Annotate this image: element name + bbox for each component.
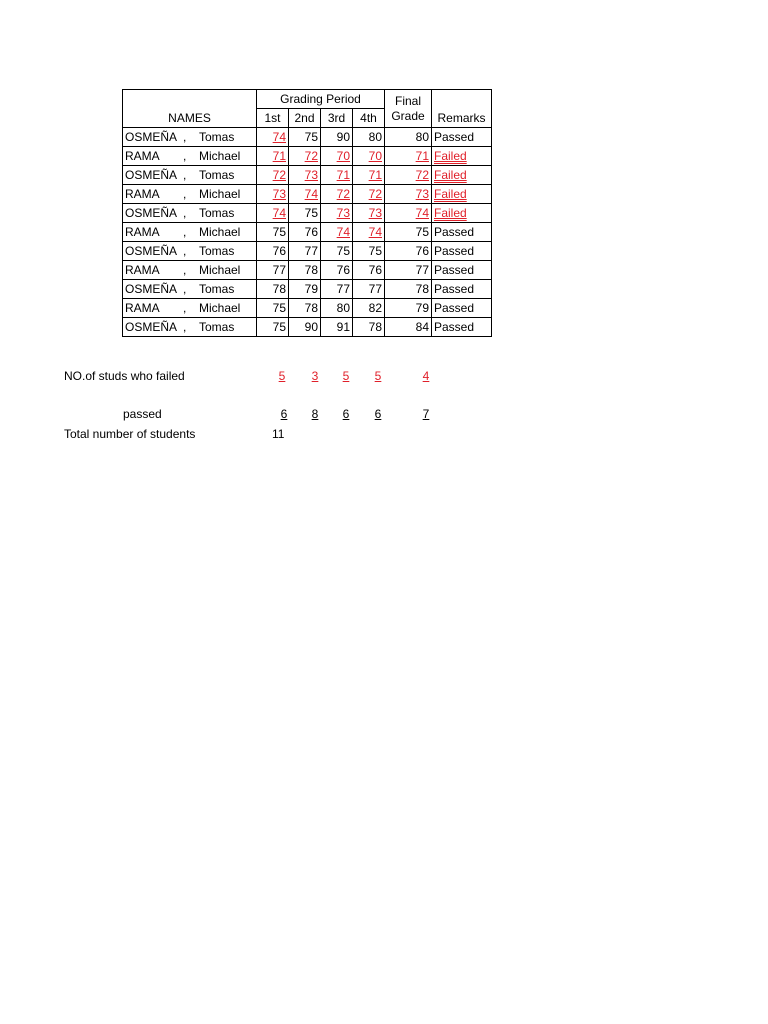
table-row <box>123 166 492 185</box>
table-row <box>123 147 492 166</box>
grades-table <box>122 89 492 337</box>
remarks-cell <box>432 318 492 337</box>
grade-cell-period-2 <box>289 147 321 166</box>
student-name-cell <box>123 242 257 261</box>
final-grade-cell <box>385 299 432 318</box>
name-separator: , <box>183 130 187 144</box>
grade-cell-period-4 <box>353 204 385 223</box>
student-name-cell <box>123 280 257 299</box>
student-last-name: RAMA <box>125 301 160 315</box>
failed-count-1st: 5 <box>278 369 286 383</box>
grade-value: 76 <box>272 244 286 258</box>
grade-value: 90 <box>336 130 350 144</box>
grade-cell-period-2 <box>289 204 321 223</box>
final-grade-value: 84 <box>415 320 429 334</box>
remarks-cell <box>432 128 492 147</box>
grade-cell-period-4 <box>353 223 385 242</box>
grades-table-body <box>123 90 492 337</box>
remarks-value: Failed <box>434 206 467 220</box>
remarks-cell <box>432 242 492 261</box>
remarks-cell <box>432 185 492 204</box>
header-final-line2: Grade <box>391 108 425 123</box>
name-separator: , <box>183 320 187 334</box>
total-students-label: Total number of students <box>64 427 196 441</box>
grade-cell-period-3 <box>321 147 353 166</box>
name-separator: , <box>183 187 187 201</box>
grade-value: 72 <box>368 187 382 201</box>
total-students-value: 11 <box>272 427 285 441</box>
student-last-name: RAMA <box>125 263 160 277</box>
name-separator: , <box>183 206 187 220</box>
student-last-name: RAMA <box>125 149 160 163</box>
student-name-cell <box>123 128 257 147</box>
grade-value: 71 <box>336 168 350 182</box>
header-names: NAMES <box>123 90 257 128</box>
grade-value: 75 <box>304 206 318 220</box>
final-grade-cell <box>385 185 432 204</box>
remarks-value: Passed <box>434 225 475 239</box>
student-last-name: RAMA <box>125 187 160 201</box>
grade-value: 75 <box>336 244 350 258</box>
student-first-name: Tomas <box>199 244 235 258</box>
grade-cell-period-4 <box>353 318 385 337</box>
passed-count-1st: 6 <box>280 407 288 421</box>
grade-cell-period-3 <box>321 299 353 318</box>
remarks-cell <box>432 204 492 223</box>
final-grade-value: 80 <box>415 130 429 144</box>
grade-value: 82 <box>368 301 382 315</box>
student-first-name: Michael <box>199 149 241 163</box>
student-last-name: OSMEÑA <box>125 130 178 144</box>
grade-value: 75 <box>272 320 286 334</box>
grade-value: 72 <box>304 149 318 163</box>
student-first-name: Tomas <box>199 320 235 334</box>
grade-value: 80 <box>336 301 350 315</box>
grade-value: 76 <box>336 263 350 277</box>
grade-value: 74 <box>368 225 382 239</box>
grade-cell-period-1 <box>257 204 289 223</box>
remarks-value: Passed <box>434 244 475 258</box>
grade-cell-period-1 <box>257 280 289 299</box>
grade-cell-period-1 <box>257 166 289 185</box>
grade-value: 74 <box>272 130 286 144</box>
grade-cell-period-4 <box>353 280 385 299</box>
grade-value: 76 <box>304 225 318 239</box>
student-first-name: Michael <box>199 301 241 315</box>
header-period-3: 3rd <box>321 109 353 128</box>
header-final-line1: Final <box>394 93 421 108</box>
final-grade-value: 71 <box>415 149 429 163</box>
final-grade-value: 79 <box>415 301 429 315</box>
grade-cell-period-3 <box>321 242 353 261</box>
final-grade-cell <box>385 261 432 280</box>
grade-value: 90 <box>304 320 318 334</box>
grade-value: 77 <box>368 282 382 296</box>
grade-cell-period-2 <box>289 318 321 337</box>
table-row <box>123 204 492 223</box>
failed-count-final: 4 <box>422 369 430 383</box>
grade-cell-period-3 <box>321 128 353 147</box>
grade-value: 79 <box>304 282 318 296</box>
grade-cell-period-3 <box>321 261 353 280</box>
final-grade-value: 78 <box>415 282 429 296</box>
grade-value: 71 <box>368 168 382 182</box>
grade-cell-period-4 <box>353 128 385 147</box>
final-grade-value: 74 <box>415 206 429 220</box>
grade-cell-period-2 <box>289 299 321 318</box>
table-row <box>123 299 492 318</box>
student-first-name: Tomas <box>199 282 235 296</box>
remarks-value: Passed <box>434 301 475 315</box>
grade-value: 73 <box>336 206 350 220</box>
remarks-value: Passed <box>434 263 475 277</box>
grade-value: 77 <box>304 244 318 258</box>
header-period-2: 2nd <box>289 109 321 128</box>
final-grade-value: 77 <box>415 263 429 277</box>
grade-cell-period-4 <box>353 185 385 204</box>
name-separator: , <box>183 244 187 258</box>
grade-cell-period-1 <box>257 223 289 242</box>
grade-value: 70 <box>336 149 350 163</box>
remarks-value: Failed <box>434 187 467 201</box>
final-grade-value: 76 <box>415 244 429 258</box>
name-separator: , <box>183 149 187 163</box>
header-period-4: 4th <box>353 109 385 128</box>
header-period-1: 1st <box>257 109 289 128</box>
grade-value: 78 <box>304 263 318 277</box>
header-row-top <box>123 90 492 109</box>
final-grade-cell <box>385 242 432 261</box>
name-separator: , <box>183 225 187 239</box>
name-separator: , <box>183 301 187 315</box>
student-last-name: OSMEÑA <box>125 206 178 220</box>
grade-value: 71 <box>272 149 286 163</box>
student-first-name: Michael <box>199 263 241 277</box>
student-last-name: OSMEÑA <box>125 244 178 258</box>
student-last-name: OSMEÑA <box>125 320 178 334</box>
final-grade-cell <box>385 166 432 185</box>
grade-cell-period-2 <box>289 128 321 147</box>
grade-cell-period-1 <box>257 261 289 280</box>
grade-cell-period-1 <box>257 185 289 204</box>
student-name-cell <box>123 166 257 185</box>
remarks-value: Passed <box>434 130 475 144</box>
final-grade-value: 73 <box>415 187 429 201</box>
grade-value: 73 <box>304 168 318 182</box>
grade-value: 80 <box>368 130 382 144</box>
student-name-cell <box>123 185 257 204</box>
student-first-name: Tomas <box>199 168 235 182</box>
remarks-cell <box>432 261 492 280</box>
grade-value: 76 <box>368 263 382 277</box>
grade-cell-period-3 <box>321 280 353 299</box>
failed-count-label: NO.of studs who failed <box>64 369 185 383</box>
grade-cell-period-2 <box>289 166 321 185</box>
grade-cell-period-3 <box>321 185 353 204</box>
name-separator: , <box>183 168 187 182</box>
grade-cell-period-3 <box>321 223 353 242</box>
failed-count-3rd: 5 <box>342 369 350 383</box>
grade-value: 75 <box>304 130 318 144</box>
grade-value: 78 <box>304 301 318 315</box>
grade-value: 75 <box>272 225 286 239</box>
student-last-name: RAMA <box>125 225 160 239</box>
passed-count-3rd: 6 <box>342 407 350 421</box>
header-remarks: Remarks <box>432 90 492 128</box>
passed-count-label: passed <box>123 407 162 421</box>
grade-value: 77 <box>336 282 350 296</box>
grade-value: 78 <box>272 282 286 296</box>
student-first-name: Tomas <box>199 130 235 144</box>
grade-value: 77 <box>272 263 286 277</box>
grade-cell-period-2 <box>289 261 321 280</box>
remarks-value: Failed <box>434 149 467 163</box>
grade-value: 78 <box>368 320 382 334</box>
grade-cell-period-1 <box>257 318 289 337</box>
remarks-cell <box>432 299 492 318</box>
grade-value: 73 <box>368 206 382 220</box>
grade-cell-period-4 <box>353 299 385 318</box>
student-name-cell <box>123 318 257 337</box>
remarks-cell <box>432 223 492 242</box>
final-grade-value: 75 <box>415 225 429 239</box>
student-first-name: Tomas <box>199 206 235 220</box>
student-last-name: OSMEÑA <box>125 168 178 182</box>
passed-count-4th: 6 <box>374 407 382 421</box>
grade-cell-period-2 <box>289 280 321 299</box>
remarks-value: Failed <box>434 168 467 182</box>
remarks-cell <box>432 280 492 299</box>
grade-value: 74 <box>336 225 350 239</box>
grade-value: 74 <box>304 187 318 201</box>
remarks-cell <box>432 166 492 185</box>
header-grading-period: Grading Period <box>257 90 385 109</box>
student-name-cell <box>123 261 257 280</box>
table-row <box>123 261 492 280</box>
student-name-cell <box>123 223 257 242</box>
grade-value: 70 <box>368 149 382 163</box>
table-row <box>123 280 492 299</box>
grade-cell-period-4 <box>353 147 385 166</box>
student-name-cell <box>123 147 257 166</box>
student-last-name: OSMEÑA <box>125 282 178 296</box>
grade-value: 91 <box>336 320 350 334</box>
failed-count-4th: 5 <box>374 369 382 383</box>
grade-value: 72 <box>336 187 350 201</box>
final-grade-cell <box>385 280 432 299</box>
name-separator: , <box>183 263 187 277</box>
final-grade-cell <box>385 147 432 166</box>
passed-count-2nd: 8 <box>311 407 319 421</box>
grade-cell-period-1 <box>257 299 289 318</box>
student-first-name: Michael <box>199 187 241 201</box>
final-grade-cell <box>385 318 432 337</box>
final-grade-value: 72 <box>415 168 429 182</box>
grade-value: 72 <box>272 168 286 182</box>
grade-cell-period-2 <box>289 242 321 261</box>
name-separator: , <box>183 282 187 296</box>
grade-cell-period-1 <box>257 128 289 147</box>
student-first-name: Michael <box>199 225 241 239</box>
table-row <box>123 185 492 204</box>
grade-cell-period-3 <box>321 318 353 337</box>
header-final-grade <box>385 90 432 128</box>
grade-cell-period-3 <box>321 166 353 185</box>
final-grade-cell <box>385 223 432 242</box>
student-name-cell <box>123 299 257 318</box>
grade-value: 75 <box>272 301 286 315</box>
grade-cell-period-4 <box>353 166 385 185</box>
table-row <box>123 318 492 337</box>
remarks-cell <box>432 147 492 166</box>
passed-count-final: 7 <box>422 407 430 421</box>
failed-count-2nd: 3 <box>311 369 319 383</box>
student-name-cell <box>123 204 257 223</box>
final-grade-cell <box>385 204 432 223</box>
grade-value: 75 <box>368 244 382 258</box>
remarks-value: Passed <box>434 282 475 296</box>
grade-cell-period-1 <box>257 147 289 166</box>
final-grade-cell <box>385 128 432 147</box>
table-row <box>123 223 492 242</box>
remarks-value: Passed <box>434 320 475 334</box>
grade-cell-period-2 <box>289 185 321 204</box>
grade-cell-period-4 <box>353 261 385 280</box>
table-row <box>123 128 492 147</box>
grade-cell-period-3 <box>321 204 353 223</box>
grade-cell-period-2 <box>289 223 321 242</box>
grade-value: 74 <box>272 206 286 220</box>
grade-cell-period-4 <box>353 242 385 261</box>
grade-cell-period-1 <box>257 242 289 261</box>
table-row <box>123 242 492 261</box>
grade-value: 73 <box>272 187 286 201</box>
